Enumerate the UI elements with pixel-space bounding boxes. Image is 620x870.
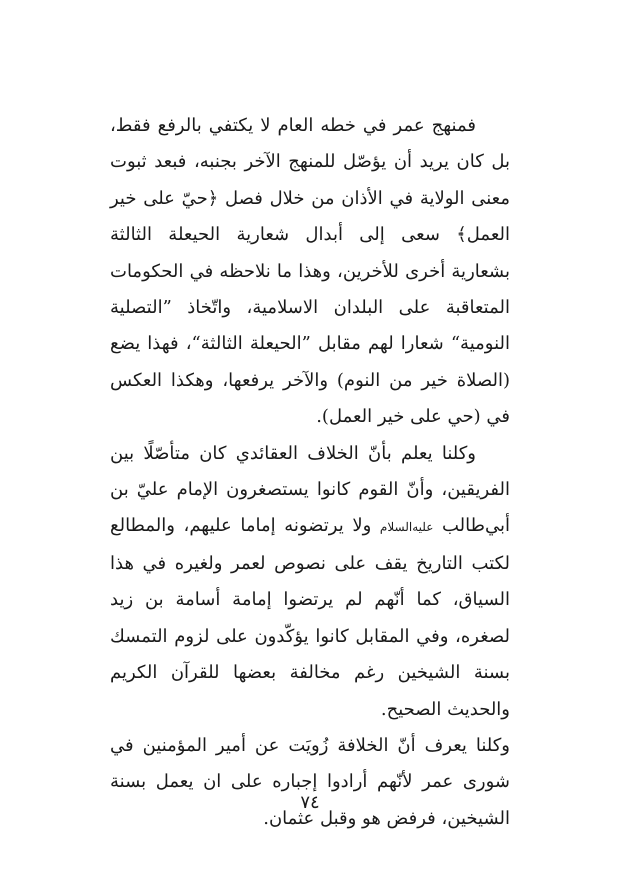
- paragraph-2: [110, 436, 510, 728]
- honorific-text: عليه‌السلام: [379, 520, 434, 535]
- paragraph-3: وكلنا يعرف أنّ الخلافة زُويَت عن أمير المؤمنين في شورى عمر لأنّهم أرادوا إجباره على ان يعمل بسنة الشيخين، فرفض هو وقبل عثمان.: [110, 734, 510, 829]
- paragraph-2-text-after: ولا يرتضونه إماما عليهم، والمطالع لكتب التاريخ يقف على نصوص لعمر ولغيره في هذا السياق، كما أنّهم لم يرتضوا إمامة أسامة بن زيد لصغره، وفي المقابل كانوا يؤكّدون على لزوم التمسك بسنة الشيخين رغم مخالفة بعضها للقرآن الكريم والحديث الصحيح.: [110, 515, 510, 720]
- page-number: ٧٤: [300, 792, 320, 813]
- body-text: [110, 108, 510, 837]
- paragraph-1: فمنهج عمر في خطه العام لا يكتفي بالرفع فقط، بل كان يريد أن يؤصّل للمنهج الآخر بجنبه، فبعد ثبوت معنى الولاية في الأذان من خلال فصل ﴿حيّ على خير العمل﴾ سعى إلى أبدال شعارية الحيعلة الثالثة بشعارية أخرى للأخرين، وهذا ما نلاحظه في الحكومات المتعاقبة على البلدان الاسلامية، واتّخاذ ”التصلية النومية“ شعارا لهم مقابل ”الحيعلة الثالثة“، فهذا يضع (الصلاة خير من النوم) والآخر يرفعها، وهكذا العكس في (حي على خير العمل).: [110, 115, 510, 428]
- paragraph-2-text-before: وكلنا يعلم بأنّ الخلاف العقائدي كان متأصّلًا بين الفريقين، وأنّ القوم كانوا يستصغرون الإمام عليّ بن أبي‌طالب: [110, 442, 510, 537]
